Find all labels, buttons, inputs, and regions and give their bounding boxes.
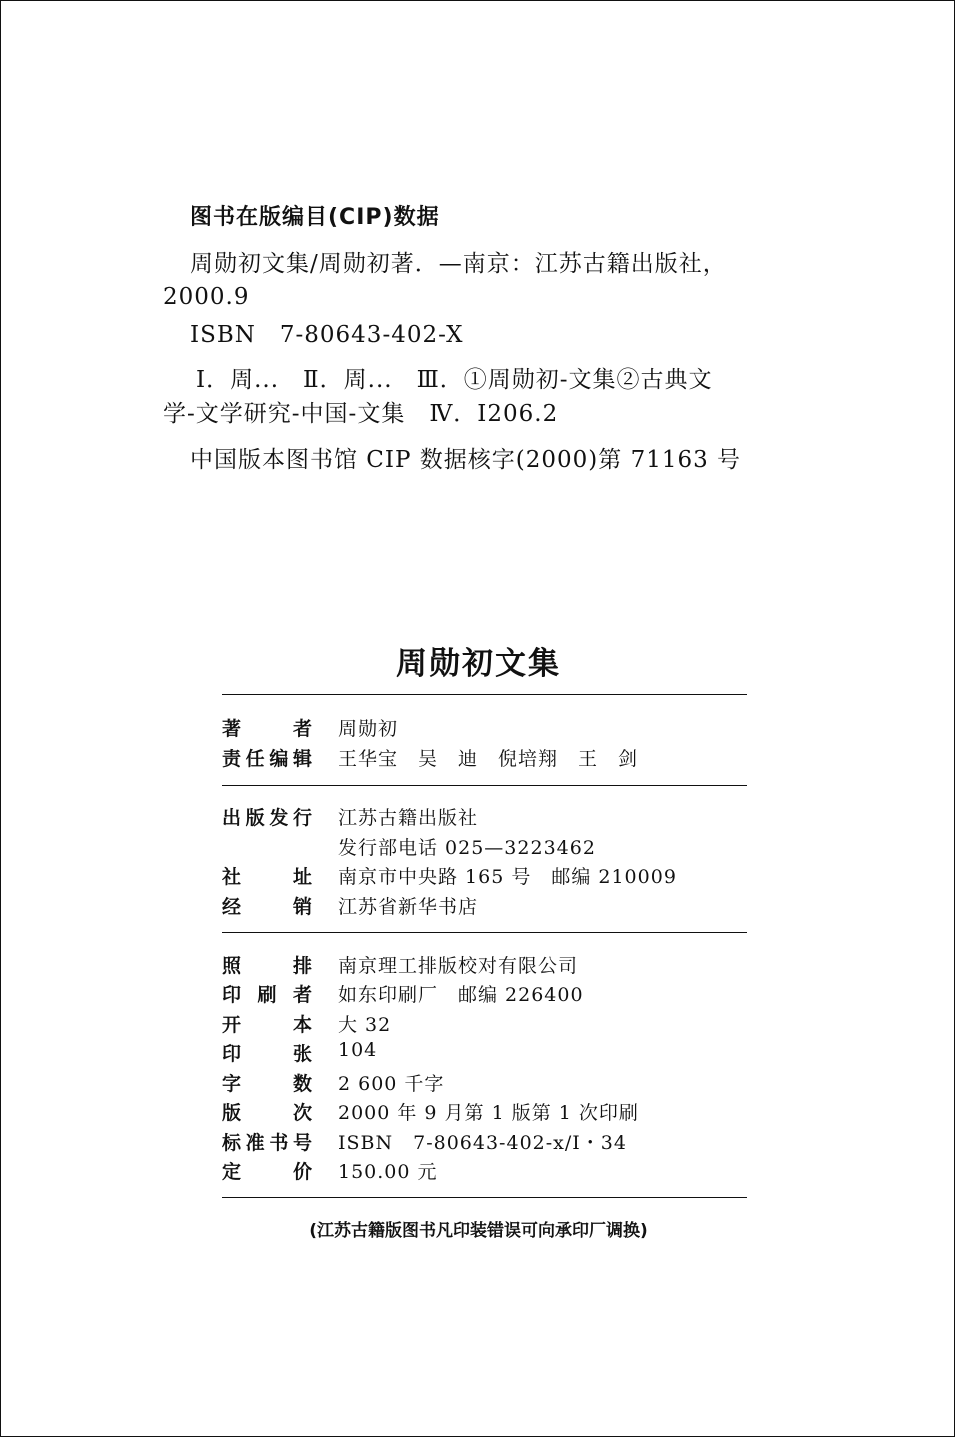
row-value: 2 600 千字: [338, 1073, 445, 1095]
footnote: (江苏古籍版图书凡印装错误可向承印厂调换): [309, 1221, 648, 1241]
cip-subject-line-2: 学-文学研究-中国-文集 Ⅳ．I206.2: [163, 401, 559, 427]
divider-rule: [222, 1197, 747, 1198]
cip-date-line: 2000.9: [163, 284, 250, 310]
book-title: 周勋初文集: [396, 646, 561, 682]
row-label: 定 价: [222, 1161, 312, 1183]
row-value: 周勋初: [338, 718, 399, 740]
row-label: 印 刷 者: [222, 984, 312, 1006]
divider-rule: [222, 785, 747, 786]
row-value: 2000 年 9 月第 1 版第 1 次印刷: [338, 1102, 639, 1124]
divider-rule: [222, 694, 747, 695]
row-label: 著 者: [222, 718, 312, 740]
row-label: 版 次: [222, 1102, 312, 1124]
row-label: 字 数: [222, 1073, 312, 1095]
row-label: 照 排: [222, 955, 312, 977]
row-label: 出 版 发 行: [222, 807, 312, 829]
row-label: 社 址: [222, 866, 312, 888]
row-value: 南京理工排版校对有限公司: [338, 955, 579, 977]
row-value: 104: [338, 1039, 378, 1061]
row-value: 如东印刷厂 邮编 226400: [338, 984, 584, 1006]
row-value: 江苏古籍出版社: [338, 807, 479, 829]
row-label: 经 销: [222, 896, 312, 918]
cip-record-line: 中国版本图书馆 CIP 数据核字(2000)第 71163 号: [190, 447, 742, 473]
row-value: 大 32: [338, 1014, 392, 1036]
cip-heading: 图书在版编目(CIP)数据: [190, 205, 440, 230]
divider-rule: [222, 932, 747, 933]
row-value: 王华宝 吴 迪 倪培翔 王 剑: [338, 748, 639, 770]
row-label: 标 准 书 号: [222, 1132, 312, 1154]
row-label: 开 本: [222, 1014, 312, 1036]
cip-subject-line-1: Ⅰ．周... Ⅱ．周... Ⅲ．①周勋初-文集②古典文: [196, 367, 713, 393]
cip-isbn-line: ISBN 7-80643-402-X: [190, 322, 464, 348]
row-label: 责 任 编 辑: [222, 748, 312, 770]
row-value: 江苏省新华书店: [338, 896, 479, 918]
row-value: 发行部电话 025—3223462: [338, 837, 596, 859]
row-value: 150.00 元: [338, 1161, 438, 1183]
cip-title-line: 周勋初文集/周勋初著．—南京：江苏古籍出版社，: [190, 251, 727, 277]
row-label: 印 张: [222, 1043, 312, 1065]
row-value: ISBN 7-80643-402-x/I・34: [338, 1132, 627, 1154]
row-value: 南京市中央路 165 号 邮编 210009: [338, 866, 677, 888]
